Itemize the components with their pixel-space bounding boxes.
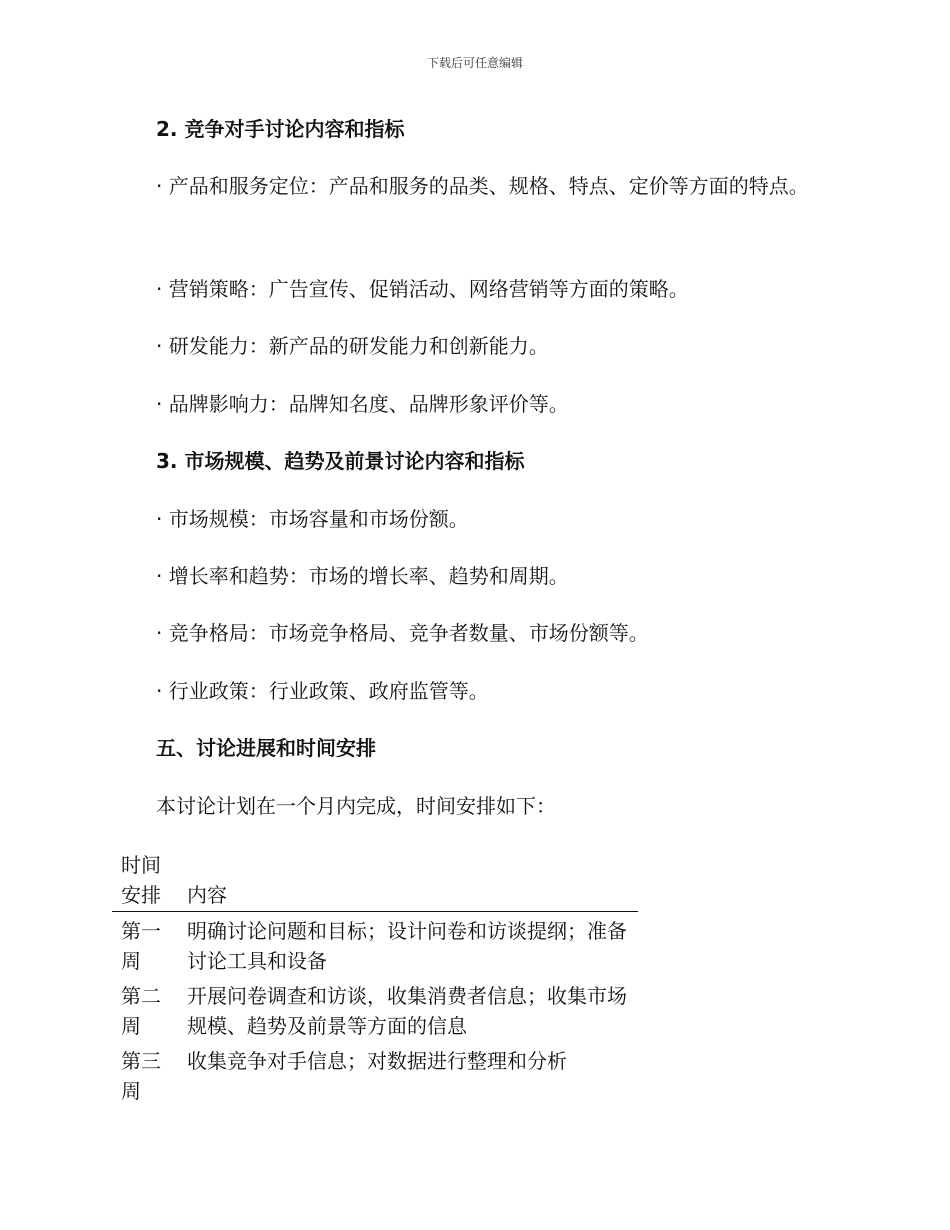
section-2-heading: 2. 竞争对手讨论内容和指标 [156, 117, 405, 141]
bullet-item: · 营销策略：广告宣传、促销活动、网络营销等方面的策略。 [156, 277, 689, 301]
bullet-item: · 市场规模：市场容量和市场份额。 [156, 507, 469, 531]
bullet-item: · 竞争格局：市场竞争格局、竞争者数量、市场份额等。 [156, 621, 649, 645]
section-5-heading: 五、讨论进展和时间安排 [156, 736, 376, 760]
bullet-item: · 研发能力：新产品的研发能力和创新能力。 [156, 334, 549, 358]
bullet-item: · 产品和服务定位：产品和服务的品类、规格、特点、定价等方面的特点。 [156, 174, 809, 198]
page-header: 下载后可任意编辑 [426, 56, 523, 70]
bullet-item: · 增长率和趋势：市场的增长率、趋势和周期。 [156, 564, 569, 588]
bullet-item: · 行业政策：行业政策、政府监管等。 [156, 679, 489, 703]
table-cell-content: 收集竞争对手信息；对数据进行整理和分析 [187, 1049, 567, 1073]
table-cell-time: 第二周 [121, 984, 161, 1038]
table-header-content: 内容 [187, 883, 227, 907]
table-cell-content: 明确讨论问题和目标；设计问卷和访谈提纲；准备讨论工具和设备 [187, 919, 627, 973]
table-header-time: 时间安排 [121, 853, 161, 907]
table-cell-time: 第三周 [121, 1049, 161, 1103]
bullet-item: · 品牌影响力：品牌知名度、品牌形象评价等。 [156, 392, 569, 416]
table-header-rule [112, 911, 638, 912]
table-cell-content: 开展问卷调查和访谈，收集消费者信息；收集市场规模、趋势及前景等方面的信息 [187, 984, 627, 1038]
schedule-intro: 本讨论计划在一个月内完成，时间安排如下： [156, 794, 556, 818]
section-3-heading: 3. 市场规模、趋势及前景讨论内容和指标 [156, 449, 525, 473]
table-cell-time: 第一周 [121, 919, 161, 973]
